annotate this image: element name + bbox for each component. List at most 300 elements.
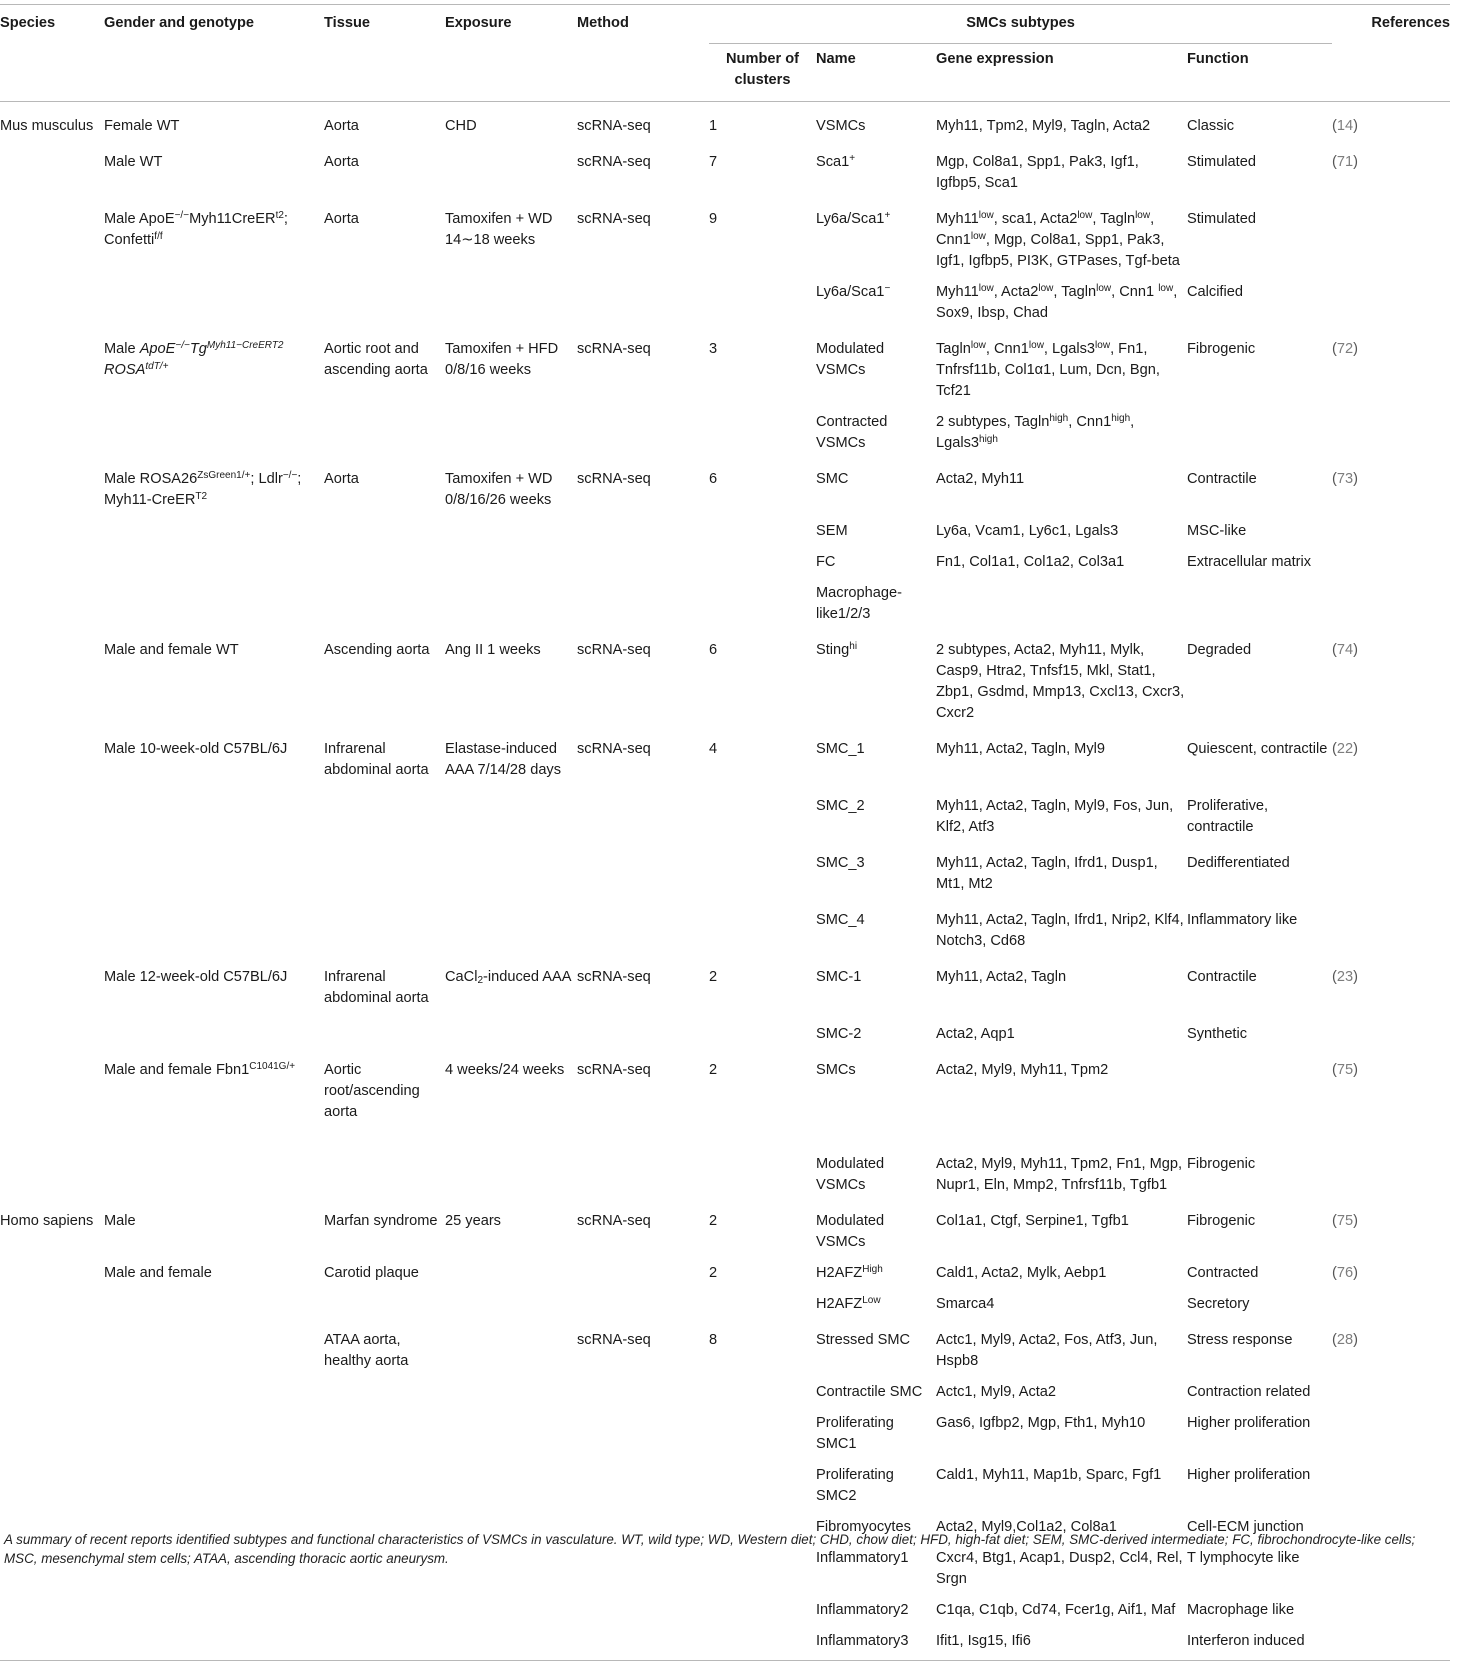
cell-species [0,1149,104,1201]
cell-gene-expression: Acta2, Myl9, Myh11, Tpm2, Fn1, Mgp, Nupr1, Eln, Mmp2, Tnfrsf11b, Tgfb1 [936,1156,1183,1193]
cell-gene-expression: Myh11, Acta2, Tagln [936,969,1067,985]
table-row [0,1595,1450,1626]
cell-tissue [324,547,445,578]
cell-function: T lymphocyte like [1187,1550,1300,1566]
cell-number-of-clusters: 2 [709,969,718,985]
cell-tissue: Aorta [324,118,359,134]
cell-gender [104,786,324,843]
cell-subtype-name: SMC_3 [816,855,865,871]
cell-reference: (71) [1332,154,1359,170]
cell-species [0,1460,104,1512]
table-row [0,900,1450,957]
cell-function: Stimulated [1187,154,1256,170]
cell-method: scRNA-seq [577,969,651,985]
cell-species [0,1014,104,1050]
cell-tissue [324,1014,445,1050]
cell-species [0,630,104,729]
cell-exposure [445,1377,577,1408]
cell-reference [1332,277,1450,329]
cell-method [577,277,709,329]
cell-reference: (14) [1332,118,1359,134]
cell-gender [104,1149,324,1201]
cell-species [0,142,104,199]
cell-tissue: ATAA aorta, healthy aorta [324,1332,409,1369]
cell-gender [104,578,324,630]
cell-method [577,407,709,459]
cell-reference [1332,1460,1450,1512]
cell-function: Contractile [1187,471,1257,487]
cell-tissue [324,1408,445,1460]
cell-exposure [445,547,577,578]
cell-subtype-name: $H2AFZ^{High}$ [816,1264,883,1281]
cell-tissue: Marfan syndrome [324,1213,438,1229]
cell-number-of-clusters [709,407,816,459]
cell-reference [1332,1626,1450,1661]
cell-gender: Male 10-week-old C57BL/6J [104,741,288,757]
cell-number-of-clusters: 2 [709,1265,718,1281]
reference-link: 75 [1336,1062,1354,1078]
cell-method [577,786,709,843]
cell-tissue [324,277,445,329]
cell-tissue [324,786,445,843]
cell-method [577,900,709,957]
reference-link: 75 [1336,1213,1354,1229]
cell-reference [1332,900,1450,957]
cell-tissue [324,1289,445,1320]
cell-subtype-name: SMC_1 [816,741,865,757]
cell-gender [104,1014,324,1050]
cell-subtype-name: Modulated VSMCs [816,341,885,378]
cell-gene-expression: Smarca4 [936,1296,995,1312]
header-smc-subtypes: SMCs subtypes [709,5,1332,44]
cell-gender [104,1377,324,1408]
cell-species [0,1626,104,1661]
cell-function: Contraction related [1187,1384,1311,1400]
cell-species [0,1289,104,1320]
cell-gene-expression: Myh11, Acta2, Tagln, Myl9 [936,741,1105,757]
cell-exposure: Tamoxifen + WD 14∼18 weeks [445,211,553,248]
cell-gene-expression: 2 subtypes, Tagln$^{high}$, $Cnn1^{high}$, $Lgals3^{high}$ [936,413,1135,451]
cell-species [0,1050,104,1149]
cell-function: Stimulated [1187,211,1256,227]
cell-tissue: Ascending aorta [324,642,430,658]
reference-link: 22 [1336,741,1354,757]
cell-gender [104,407,324,459]
table-row [0,843,1450,900]
table-row [0,407,1450,459]
cell-number-of-clusters [709,900,816,957]
cell-species [0,843,104,900]
cell-gene-expression: Acta2, Myh11 [936,471,1025,487]
cell-gender [104,1460,324,1512]
cell-gene-expression: Ifit1, Isg15, Ifi6 [936,1633,1031,1649]
cell-method [577,1149,709,1201]
table-row [0,1289,1450,1320]
cell-exposure: Tamoxifen + WD 0/8/16/26 weeks [445,471,553,508]
cell-gender: Male and female $Fbn1^{C1041G/+}$ [104,1061,296,1078]
cell-gender: Male WT [104,154,163,170]
reference-link: 73 [1336,471,1354,487]
table-row [0,1014,1450,1050]
cell-exposure: Elastase-induced AAA 7/14/28 days [445,741,562,778]
cell-tissue [324,900,445,957]
cell-function: Degraded [1187,642,1252,658]
cell-tissue: Infrarenal abdominal aorta [324,969,429,1006]
cell-subtype-name: Fibromyocytes [816,1519,911,1535]
header-method: Method [577,15,629,31]
cell-method [577,1377,709,1408]
cell-species [0,900,104,957]
cell-exposure [445,578,577,630]
cell-species [0,1320,104,1377]
cell-function: Classic [1187,118,1235,134]
cell-subtype-name: Contracted VSMCs [816,414,888,451]
cell-tissue [324,516,445,547]
cell-number-of-clusters: 4 [709,741,718,757]
cell-exposure: 4 weeks/24 weeks [445,1062,565,1078]
cell-exposure [445,1408,577,1460]
cell-number-of-clusters: 6 [709,642,718,658]
cell-reference: (73) [1332,471,1359,487]
cell-subtype-name: Proliferating SMC2 [816,1467,894,1504]
cell-subtype-name: SMC [816,471,849,487]
header-gender: Gender and genotype [104,15,255,31]
cell-reference [1332,578,1450,630]
cell-species [0,1258,104,1289]
cell-number-of-clusters: 3 [709,341,718,357]
cell-number-of-clusters: 8 [709,1332,718,1348]
cell-function: Stress response [1187,1332,1293,1348]
cell-number-of-clusters [709,786,816,843]
table-row [0,459,1450,516]
table-row [0,1408,1450,1460]
cell-number-of-clusters [709,1377,816,1408]
cell-gene-expression: Actc1, Myl9, Acta2 [936,1384,1057,1400]
reference-link: 74 [1336,642,1354,658]
cell-method: scRNA-seq [577,1332,651,1348]
cell-method [577,1258,709,1289]
table-row [0,547,1450,578]
table-row [0,957,1450,1014]
cell-method [577,516,709,547]
header-name: Name [816,51,856,67]
cell-function: Proliferative, contractile [1187,798,1269,835]
cell-method: scRNA-seq [577,118,651,134]
cell-reference [1332,1408,1450,1460]
reference-link: 14 [1336,118,1354,134]
table-row [0,1626,1450,1661]
cell-species [0,199,104,277]
cell-exposure [445,1320,577,1377]
cell-species [0,329,104,407]
cell-function: Interferon induced [1187,1633,1305,1649]
cell-method [577,1014,709,1050]
cell-gender: Male and female WT [104,642,239,658]
cell-gender [104,900,324,957]
smc-subtypes-table [0,4,1450,1661]
cell-function: MSC-like [1187,523,1247,539]
cell-tissue: Aorta [324,154,359,170]
cell-number-of-clusters: 2 [709,1213,718,1229]
cell-subtype-name: Inflammatory3 [816,1633,909,1649]
cell-method [577,547,709,578]
header-species: Species [0,15,56,31]
cell-method [577,1626,709,1661]
cell-number-of-clusters [709,1289,816,1320]
cell-species [0,459,104,516]
cell-number-of-clusters [709,843,816,900]
cell-gene-expression: Gas6, Igfbp2, Mgp, Fth1, Myh10 [936,1415,1146,1431]
cell-function: Contractile [1187,969,1257,985]
header-function: Function [1187,51,1249,67]
cell-reference [1332,1595,1450,1626]
cell-exposure [445,1258,577,1289]
cell-subtype-name: Ly6a/Sca1+ [816,210,891,227]
cell-function: Macrophage like [1187,1602,1295,1618]
cell-species [0,729,104,786]
cell-subtype-name: Contractile SMC [816,1384,923,1400]
cell-method [577,1289,709,1320]
cell-gender: Male $ROSA26^{ZsGreen1/+}$; Ldlr−/−; Myh11-CreER$^{T2}$ [104,470,302,508]
cell-reference [1332,843,1450,900]
cell-reference [1332,786,1450,843]
cell-gender [104,1320,324,1377]
cell-exposure [445,1014,577,1050]
cell-exposure [445,516,577,547]
cell-subtype-name: Inflammatory2 [816,1602,909,1618]
cell-tissue [324,1595,445,1626]
cell-gender [104,843,324,900]
cell-method [577,578,709,630]
cell-function: Fibrogenic [1187,341,1256,357]
cell-reference [1332,1377,1450,1408]
cell-method: scRNA-seq [577,341,651,357]
table-row [0,277,1450,329]
header-tissue: Tissue [324,15,370,31]
reference-link: 71 [1336,154,1354,170]
cell-exposure: CHD [445,118,477,134]
cell-tissue [324,578,445,630]
cell-species [0,516,104,547]
cell-exposure [445,786,577,843]
table-row [0,1320,1450,1377]
cell-reference [1332,1014,1450,1050]
cell-gene-expression: Cald1, Acta2, Mylk, Aebp1 [936,1265,1107,1281]
cell-gender: Female WT [104,118,180,134]
cell-number-of-clusters [709,1149,816,1201]
cell-species [0,277,104,329]
cell-gene-expression: Acta2, Myl9,Col1a2, Col8a1 [936,1519,1117,1535]
cell-function: Synthetic [1187,1026,1248,1042]
cell-gene-expression: Cxcr4, Btg1, Acap1, Dusp2, Ccl4, Rel, Srgn [936,1550,1183,1587]
cell-exposure [445,1289,577,1320]
table-row [0,578,1450,630]
cell-tissue [324,407,445,459]
cell-function: Extracellular matrix [1187,554,1312,570]
cell-subtype-name: SEM [816,523,848,539]
cell-method: scRNA-seq [577,741,651,757]
table-row [0,1050,1450,1149]
cell-subtype-name: SMC_4 [816,912,865,928]
cell-method: scRNA-seq [577,1062,651,1078]
cell-reference: (72) [1332,341,1359,357]
table-row [0,729,1450,786]
cell-species [0,786,104,843]
cell-function: Quiescent, contractile [1187,741,1328,757]
cell-exposure: Tamoxifen + HFD 0/8/16 weeks [445,341,559,378]
cell-gene-expression: Actc1, Myl9, Acta2, Fos, Atf3, Jun, Hspb8 [936,1332,1158,1369]
cell-method: scRNA-seq [577,642,651,658]
table-row [0,630,1450,729]
cell-exposure: CaCl$_2$-induced AAA [445,969,572,986]
table-body [0,102,1450,1661]
cell-subtype-name: FC [816,554,836,570]
cell-function: Inflammatory like [1187,912,1298,928]
cell-gene-expression: 2 subtypes, Acta2, Myh11, Mylk, Casp9, Htra2, Tnfsf15, Mkl, Stat1, Zbp1, Gsdmd, Mmp13, Cxcl13, Cxcr3, Cxcr2 [936,642,1185,721]
cell-reference [1332,199,1450,277]
cell-gender [104,1289,324,1320]
table-row [0,199,1450,277]
cell-reference: (22) [1332,741,1359,757]
cell-function: Dedifferentiated [1187,855,1290,871]
cell-species [0,1595,104,1626]
reference-link: 72 [1336,341,1354,357]
cell-subtype-name: Inflammatory1 [816,1550,909,1566]
cell-method: scRNA-seq [577,471,651,487]
cell-number-of-clusters [709,578,816,630]
cell-number-of-clusters: 9 [709,211,718,227]
cell-method [577,1595,709,1626]
cell-tissue: Infrarenal abdominal aorta [324,741,429,778]
table-row [0,1460,1450,1512]
cell-species [0,578,104,630]
cell-species [0,1408,104,1460]
cell-gender: Male [104,1213,136,1229]
cell-number-of-clusters [709,1408,816,1460]
cell-gender: Male $ApoE^{-/-}Tg^{Myh11-CreERT2}$ $ROSA^{tdT/+}$ [104,340,284,378]
cell-gene-expression: Myh11, Tpm2, Myl9, Tagln, Acta2 [936,118,1151,134]
cell-gene-expression: Acta2, Aqp1 [936,1026,1015,1042]
cell-tissue [324,843,445,900]
cell-species [0,407,104,459]
cell-subtype-name: SMCs [816,1062,856,1078]
header-exposure: Exposure [445,15,512,31]
cell-subtype-name: Proliferating SMC1 [816,1415,894,1452]
cell-tissue: Aorta [324,211,359,227]
cell-function [1187,1050,1332,1149]
cell-function: Secretory [1187,1296,1250,1312]
cell-tissue: Aortic root and ascending aorta [324,341,428,378]
cell-gene-expression: Col1a1, Ctgf, Serpine1, Tgfb1 [936,1213,1129,1229]
cell-function: Fibrogenic [1187,1213,1256,1229]
table-row [0,102,1450,143]
cell-number-of-clusters: 6 [709,471,718,487]
cell-function: Higher proliferation [1187,1467,1311,1483]
cell-exposure [445,277,577,329]
cell-reference: (23) [1332,969,1359,985]
cell-reference [1332,516,1450,547]
cell-method: scRNA-seq [577,154,651,170]
cell-species: Mus musculus [0,118,94,134]
cell-tissue [324,1460,445,1512]
cell-number-of-clusters: 1 [709,118,718,134]
reference-link: 76 [1336,1265,1354,1281]
cell-number-of-clusters [709,547,816,578]
cell-exposure [445,1626,577,1661]
cell-species [0,547,104,578]
cell-gene-expression: $Myh11^{low}$, $Acta2^{low}$, Tagln$^{low}$, Cnn1 $^{low}$, Sox9, Ibsp, Chad [936,283,1178,321]
cell-subtype-name: SMC-1 [816,969,862,985]
cell-gene-expression: Ly6a, Vcam1, Ly6c1, Lgals3 [936,523,1119,539]
cell-subtype-name: Stressed SMC [816,1332,911,1348]
cell-gene-expression: C1qa, C1qb, Cd74, Fcer1g, Aif1, Maf [936,1602,1176,1618]
cell-function: Fibrogenic [1187,1156,1256,1172]
cell-subtype-name: Sting$^{hi}$ [816,641,858,658]
table-row [0,516,1450,547]
cell-method: scRNA-seq [577,1213,651,1229]
cell-method [577,843,709,900]
cell-tissue: Carotid plaque [324,1265,419,1281]
cell-method: scRNA-seq [577,211,651,227]
cell-exposure [445,1149,577,1201]
cell-tissue: Aorta [324,471,359,487]
cell-function: Higher proliferation [1187,1415,1311,1431]
cell-gender: Male and female [104,1265,212,1281]
header-gene-expression: Gene expression [936,51,1054,67]
cell-reference [1332,1289,1450,1320]
cell-gene-expression: Tagln$^{low}$, $Cnn1^{low}$, $Lgals3^{low}$, Fn1, Tnfrsf11b, Col1α1, Lum, Dcn, Bgn, Tcf21 [936,340,1160,399]
cell-number-of-clusters [709,1626,816,1661]
cell-gender [104,547,324,578]
cell-number-of-clusters [709,277,816,329]
cell-exposure: Ang II 1 weeks [445,642,541,658]
cell-subtype-name: SMC_2 [816,798,865,814]
cell-tissue [324,1377,445,1408]
cell-subtype-name: Ly6a/Sca1− [816,283,891,300]
reference-link: 28 [1336,1332,1354,1348]
cell-exposure [445,843,577,900]
cell-reference [1332,1149,1450,1201]
cell-tissue [324,1149,445,1201]
cell-species [0,1377,104,1408]
table-row [0,329,1450,407]
cell-subtype-name: Modulated VSMCs [816,1213,885,1250]
cell-species [0,957,104,1014]
reference-link: 23 [1336,969,1354,985]
cell-tissue: Aortic root/ascending aorta [324,1062,420,1120]
table-row [0,1377,1450,1408]
cell-reference: (74) [1332,642,1359,658]
cell-gene-expression: Acta2, Myl9, Myh11, Tpm2 [936,1062,1109,1078]
table-row [0,786,1450,843]
cell-function: Contracted [1187,1265,1259,1281]
cell-number-of-clusters: 7 [709,154,718,170]
cell-function: Calcified [1187,284,1243,300]
cell-number-of-clusters [709,1595,816,1626]
cell-reference [1332,547,1450,578]
cell-exposure [445,1460,577,1512]
cell-gender [104,277,324,329]
cell-gene-expression: Fn1, Col1a1, Col1a2, Col3a1 [936,554,1125,570]
cell-subtype-name: Sca1+ [816,153,856,170]
cell-reference: (76) [1332,1265,1359,1281]
header-number-of-clusters: Number of clusters [726,51,799,88]
cell-gender: Male ApoE−/−Myh11CreER$^{t2}$; Confetti$^{f/f}$ [104,210,288,248]
cell-reference [1332,407,1450,459]
cell-function [1187,578,1332,630]
cell-gene-expression: Myh11, Acta2, Tagln, Ifrd1, Nrip2, Klf4, Notch3, Cd68 [936,912,1184,949]
header-references: References [1371,15,1451,31]
